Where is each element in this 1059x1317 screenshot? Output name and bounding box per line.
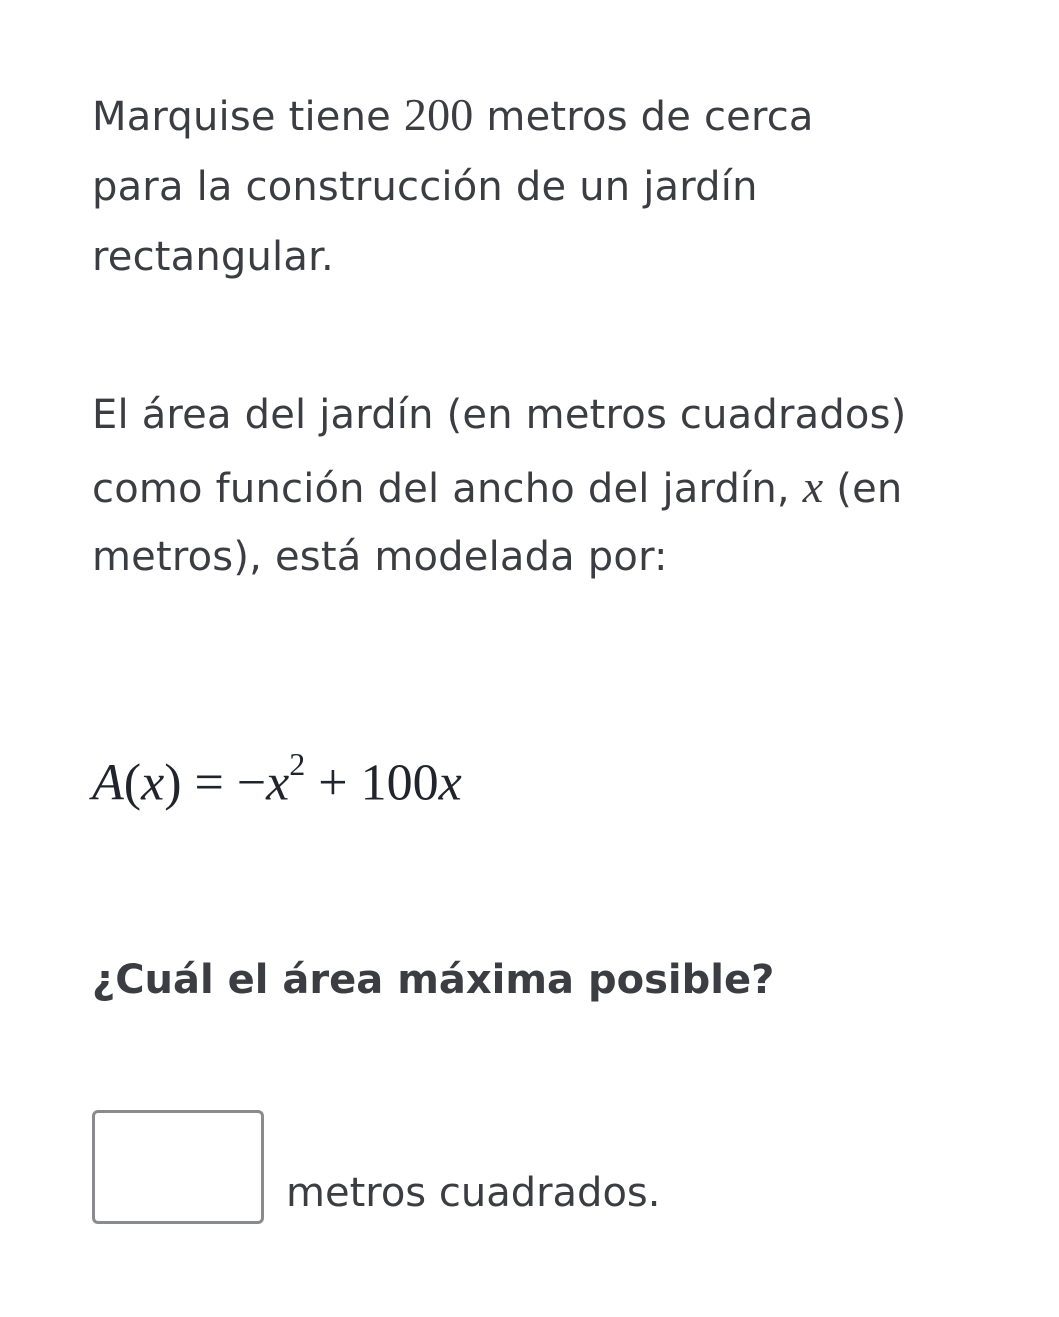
coefficient: 100 (360, 754, 439, 812)
function-name: A (92, 754, 124, 812)
problem-line: metros), está modelada por: (92, 534, 668, 580)
answer-input[interactable] (92, 1110, 264, 1224)
problem-line: El área del jardín (en metros cuadrados) (92, 392, 907, 438)
variable: x (141, 754, 165, 812)
answer-unit: metros cuadrados. (286, 1170, 661, 1216)
math-variable: x (802, 461, 824, 512)
paren: ) (164, 754, 182, 812)
paren: ( (123, 754, 142, 812)
plus-sign: + (305, 754, 361, 812)
question: ¿Cuál el área máxima posible? (92, 957, 775, 1003)
problem-line: para la construcción de un jardín (92, 164, 758, 210)
math-number: 200 (403, 89, 474, 140)
problem-line: rectangular. (92, 234, 334, 280)
area-formula (92, 730, 462, 823)
variable: x (266, 754, 290, 812)
text: Marquise tiene (92, 94, 404, 140)
text: como función del ancho del jardín, (92, 466, 803, 512)
problem-line (92, 85, 814, 147)
equals-sign: = (181, 754, 237, 812)
problem-line (92, 457, 902, 519)
exponent: 2 (289, 746, 306, 782)
variable: x (438, 754, 462, 812)
text: metros de cerca (473, 94, 814, 140)
text: (en (823, 466, 903, 512)
minus-sign: − (236, 754, 267, 812)
